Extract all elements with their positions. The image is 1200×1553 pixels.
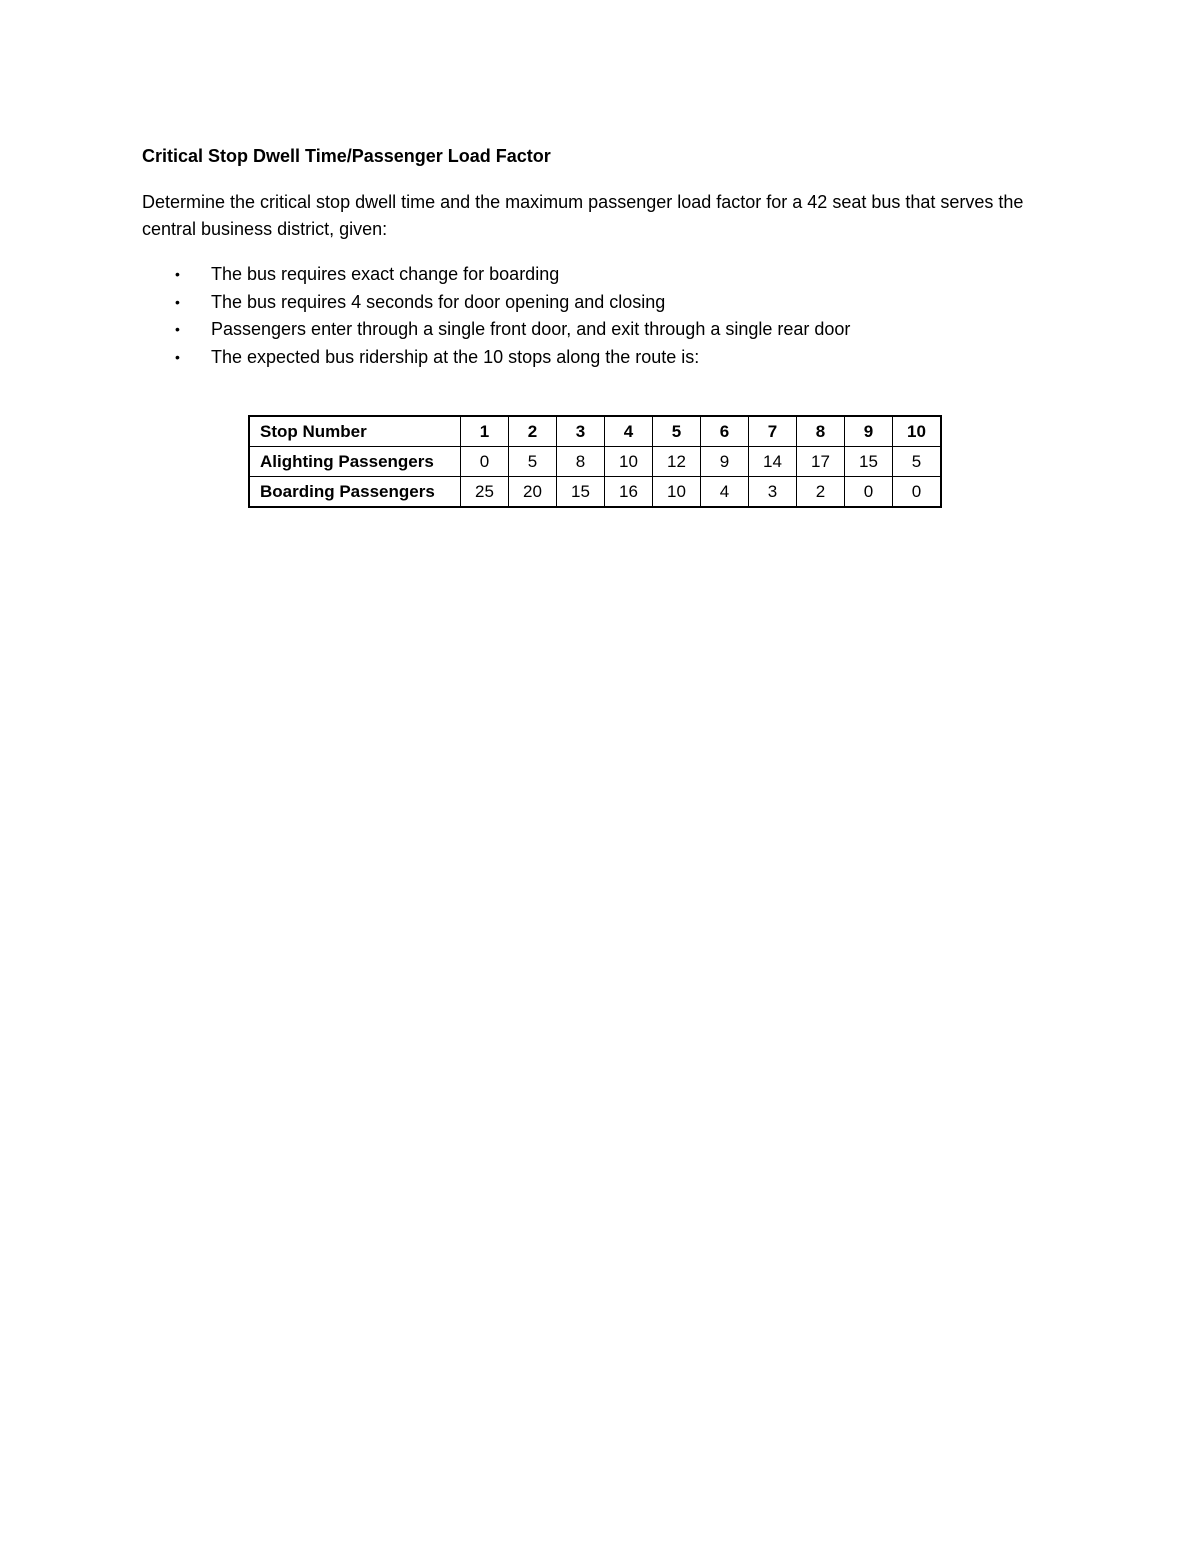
table-cell: 4 xyxy=(605,416,653,447)
table-cell: 2 xyxy=(509,416,557,447)
table-cell: 20 xyxy=(509,477,557,508)
table-cell: 5 xyxy=(893,447,942,477)
list-item-text: Passengers enter through a single front door, and exit through a single rear door xyxy=(211,319,851,339)
ridership-table xyxy=(248,415,942,508)
bullet-icon: • xyxy=(175,348,180,365)
table-cell: 10 xyxy=(893,416,942,447)
table-cell: 3 xyxy=(557,416,605,447)
table-cell: 9 xyxy=(845,416,893,447)
table-row-stop-number xyxy=(249,416,941,447)
table-cell: 7 xyxy=(749,416,797,447)
row-label: Boarding Passengers xyxy=(249,477,461,508)
table-cell: 17 xyxy=(797,447,845,477)
table-row-boarding xyxy=(249,477,941,508)
list-item xyxy=(142,344,1042,372)
bullet-icon: • xyxy=(175,266,180,282)
table-cell: 15 xyxy=(557,477,605,508)
table-cell: 5 xyxy=(509,447,557,477)
bullet-icon: • xyxy=(175,321,180,337)
document-title: Critical Stop Dwell Time/Passenger Load Factor xyxy=(142,146,551,166)
table-cell: 9 xyxy=(701,447,749,477)
table-cell: 2 xyxy=(797,477,845,508)
table-cell: 0 xyxy=(461,447,509,477)
list-item-text: The bus requires 4 seconds for door opening and closing xyxy=(211,291,666,312)
list-item-text: The bus requires exact change for boarding xyxy=(211,264,560,284)
table-cell: 0 xyxy=(893,477,942,508)
table-cell: 0 xyxy=(845,477,893,508)
table-cell: 10 xyxy=(653,477,701,508)
row-label: Alighting Passengers xyxy=(249,447,461,477)
given-conditions-list xyxy=(142,261,1042,371)
document-content xyxy=(142,143,1042,371)
bullet-icon: • xyxy=(175,293,180,310)
table-cell: 4 xyxy=(701,477,749,508)
table-cell: 15 xyxy=(845,447,893,477)
table-cell: 8 xyxy=(557,447,605,477)
table-cell: 1 xyxy=(461,416,509,447)
table-cell: 5 xyxy=(653,416,701,447)
row-label: Stop Number xyxy=(249,416,461,447)
table-cell: 25 xyxy=(461,477,509,508)
table-cell: 10 xyxy=(605,447,653,477)
list-item xyxy=(142,316,1042,344)
table-cell: 14 xyxy=(749,447,797,477)
list-item xyxy=(142,261,1042,289)
table-cell: 8 xyxy=(797,416,845,447)
table-cell: 3 xyxy=(749,477,797,508)
list-item xyxy=(142,289,1042,317)
table-cell: 6 xyxy=(701,416,749,447)
table-row-alighting xyxy=(249,447,941,477)
table-cell: 12 xyxy=(653,447,701,477)
table-cell: 16 xyxy=(605,477,653,508)
list-item-text: The expected bus ridership at the 10 stops along the route is: xyxy=(211,346,700,367)
problem-statement: Determine the critical stop dwell time and the maximum passenger load factor for a 42 seat bus that serves the central business district, given: xyxy=(142,192,1024,239)
